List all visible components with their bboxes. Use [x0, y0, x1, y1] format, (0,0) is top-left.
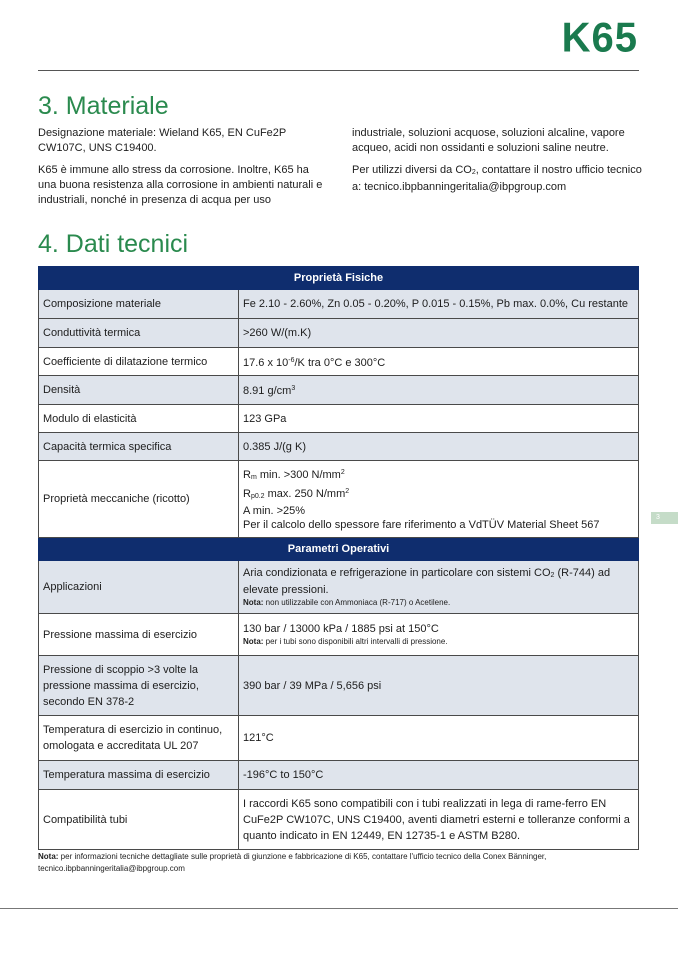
table-row	[39, 319, 639, 348]
materiale-designazione: Designazione materiale: Wieland K65, EN CuFe2P CW107C, UNS C19400.	[38, 127, 287, 154]
table-row	[39, 761, 639, 790]
rm-value: Rm min. >300 $N/mm^2$	[243, 469, 345, 481]
materiale-column-right	[352, 126, 642, 202]
footer-note-label: Nota:	[38, 852, 59, 861]
table-row	[39, 561, 639, 614]
row-value: 17.6 x $10^{-6}/K$ tra 0°C e 300°C	[239, 348, 639, 376]
footer-note-text: per informazioni tecniche dettagliate sulle proprietà di giunzione e fabbricazione di K65, contattare l'ufficio tecnico della Conex Bänninger, tecnico.ibpbanningeritalia@ibpgroup.com	[38, 852, 547, 873]
table-row	[39, 405, 639, 433]
table-row	[39, 433, 639, 461]
row-value: I raccordi K65 sono compatibili con i tubi realizzati in lega di rame-ferro EN CuFe2P CW107C, UNS C19400, aventi diametri esterni e tolleranze conformi a quanto indicato in EN 12449, EN 12735-1 e ASTM B280.	[239, 790, 639, 850]
row-value	[239, 614, 639, 656]
row-label: Pressione massima di esercizio	[39, 614, 239, 656]
row-label: Pressione di scoppio >3 volte la pressione massima di esercizio, secondo EN 378-2	[39, 656, 239, 716]
row-value: 390 bar / 39 MPa / 5,656 psi	[239, 656, 639, 716]
table-row	[39, 790, 639, 850]
rp-value: Rp0.2 max. 250 $N/mm^2$	[243, 488, 350, 500]
row-value	[239, 561, 639, 614]
row-label: Conduttività termica	[39, 319, 239, 348]
materiale-column-left	[38, 126, 330, 215]
footer-note	[38, 851, 638, 875]
applicazioni-note: Nota: non utilizzabile con Ammoniaca (R-717) o Acetilene.	[243, 598, 451, 607]
brand-logo: K65	[561, 14, 638, 62]
materiale-corrosione-cont: industriale, soluzioni acquose, soluzioni alcaline, vapore acqueo, acidi non ossidanti e soluzioni saline neutre.	[352, 127, 625, 154]
table-row	[39, 656, 639, 716]
row-value: -196°C to 150°C	[239, 761, 639, 790]
row-value: 123 GPa	[239, 405, 639, 433]
table-band-proprieta-fisiche	[39, 267, 639, 290]
row-value: 0.385 J/(g K)	[239, 433, 639, 461]
row-label: Proprietà meccaniche (ricotto)	[39, 461, 239, 538]
row-label: Modulo di elasticità	[39, 405, 239, 433]
row-value	[239, 461, 639, 538]
table-row	[39, 716, 639, 761]
table-band-parametri-operativi	[39, 538, 639, 561]
materiale-corrosione: K65 è immune allo stress da corrosione. Inoltre, K65 ha una buona resistenza alla corrosione in ambienti naturali e industriali, nonché in presenza di acqua per uso	[38, 164, 323, 206]
a-value: A min. >25%	[243, 505, 306, 517]
pressione-value: 130 bar / 13000 kPa / 1885 psi at 150°C	[243, 623, 439, 635]
row-label: Composizione materiale	[39, 290, 239, 319]
section-title-materiale: 3. Materiale	[38, 92, 169, 120]
row-label: Compatibilità tubi	[39, 790, 239, 850]
table-row	[39, 461, 639, 538]
row-label: Coefficiente di dilatazione termico	[39, 348, 239, 376]
calc-reference: Per il calcolo dello spessore fare riferimento a VdTÜV Material Sheet 567	[243, 519, 600, 531]
row-value: 121°C	[239, 716, 639, 761]
row-label: Applicazioni	[39, 561, 239, 614]
row-label: Capacità termica specifica	[39, 433, 239, 461]
section-title-dati-tecnici: 4. Dati tecnici	[38, 230, 189, 258]
table-row	[39, 614, 639, 656]
table-row	[39, 290, 639, 319]
page-tab-marker: 3	[651, 512, 678, 524]
applicazioni-value: Aria condizionata e refrigerazione in particolare con sistemi CO2 (R-744) ad elevate pressioni.	[243, 567, 611, 596]
header-divider	[38, 70, 639, 71]
table-row	[39, 376, 639, 405]
materiale-contatto: Per utilizzi diversi da CO2, contattare il nostro ufficio tecnico a: tecnico.ibpbanningeritalia@ibpgroup.com	[352, 164, 642, 193]
footer-divider	[0, 908, 678, 909]
band-label: Parametri Operativi	[39, 538, 639, 561]
row-label: Temperatura massima di esercizio	[39, 761, 239, 790]
technical-data-table	[38, 266, 639, 850]
table-row	[39, 348, 639, 376]
pressione-note: Nota: per i tubi sono disponibili altri intervalli di pressione.	[243, 637, 448, 646]
row-value: Fe 2.10 - 2.60%, Zn 0.05 - 0.20%, P 0.015 - 0.15%, Pb max. 0.0%, Cu restante	[239, 290, 639, 319]
row-value: 8.91 $g/cm^3$	[239, 376, 639, 405]
row-label: Densità	[39, 376, 239, 405]
row-value: >260 W/(m.K)	[239, 319, 639, 348]
band-label: Proprietà Fisiche	[39, 267, 639, 290]
row-label: Temperatura di esercizio in continuo, omologata e accreditata UL 207	[39, 716, 239, 761]
